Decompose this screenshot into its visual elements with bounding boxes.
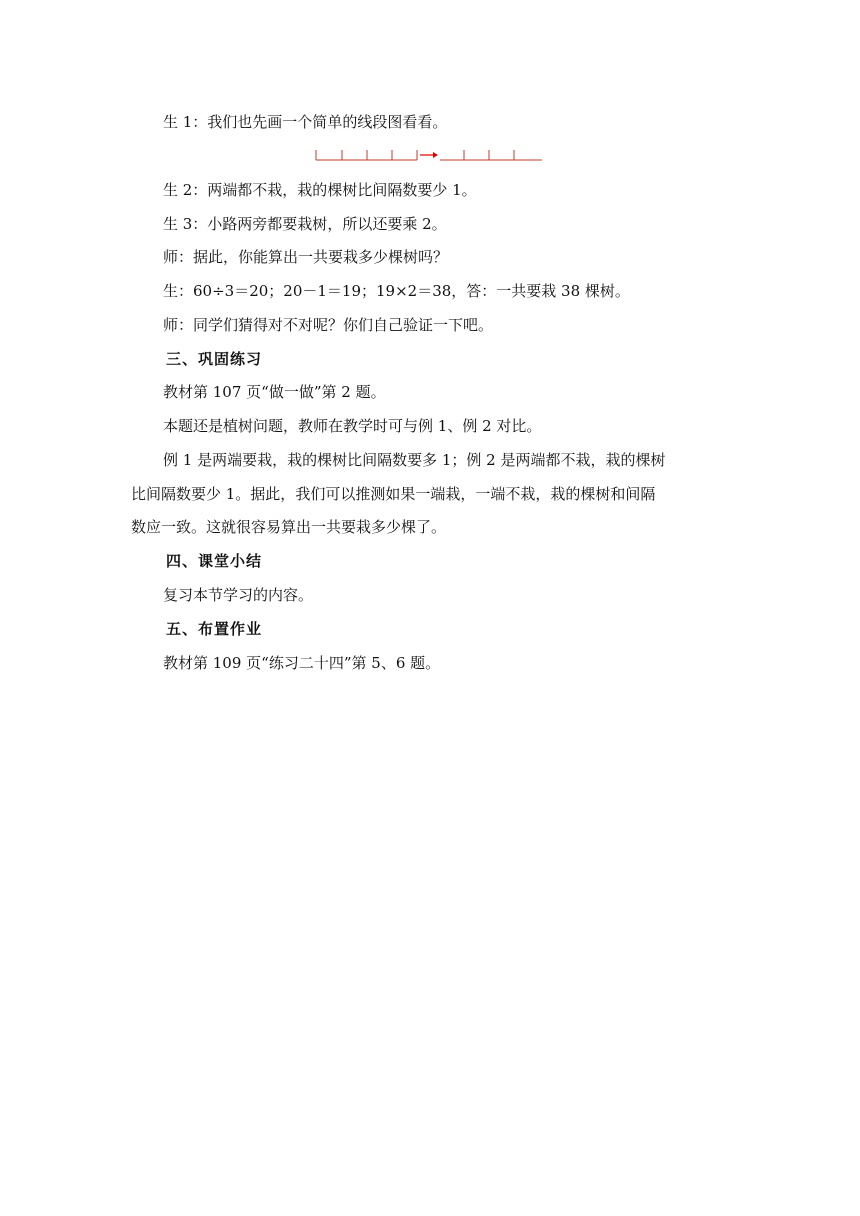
line-segment-diagram [314,146,544,164]
paragraph-compare: 本题还是植树问题，教师在教学时可与例 1、例 2 对比。 [163,417,542,435]
paragraph-student2: 生 2：两端都不栽，栽的棵树比间隔数要少 1。 [163,181,477,199]
paragraph-review: 复习本节学习的内容。 [163,586,314,604]
paragraph-example-line2: 比间隔数要少 1。据此，我们可以推测如果一端栽，一端不栽，栽的棵树和间隔 [131,485,656,503]
paragraph-teacher2: 师：同学们猜得对不对呢？你们自己验证一下吧。 [163,316,494,334]
paragraph-teacher1: 师：据此，你能算出一共要栽多少棵树吗？ [163,248,449,266]
section-heading-homework: 五、布置作业 [166,620,263,638]
paragraph-student3: 生 3：小路两旁都要栽树，所以还要乘 2。 [163,215,447,233]
paragraph-textbook-109: 教材第 109 页“练习二十四”第 5、6 题。 [163,654,441,672]
paragraph-example-line1: 例 1 是两端要栽，栽的棵树比间隔数要多 1；例 2 是两端都不栽，栽的棵树 [163,451,666,469]
section-heading-summary: 四、课堂小结 [166,552,263,570]
paragraph-textbook-107: 教材第 107 页“做一做”第 2 题。 [163,383,386,401]
section-heading-practice: 三、巩固练习 [166,350,263,368]
paragraph-student1: 生 1：我们也先画一个简单的线段图看看。 [163,113,448,131]
paragraph-example-line3: 数应一致。这就很容易算出一共要栽多少棵了。 [131,518,447,536]
arrow-icon [420,152,438,158]
paragraph-student-calc: 生：60÷3＝20；20－1＝19；19×2＝38，答：一共要栽 38 棵树。 [163,282,630,300]
